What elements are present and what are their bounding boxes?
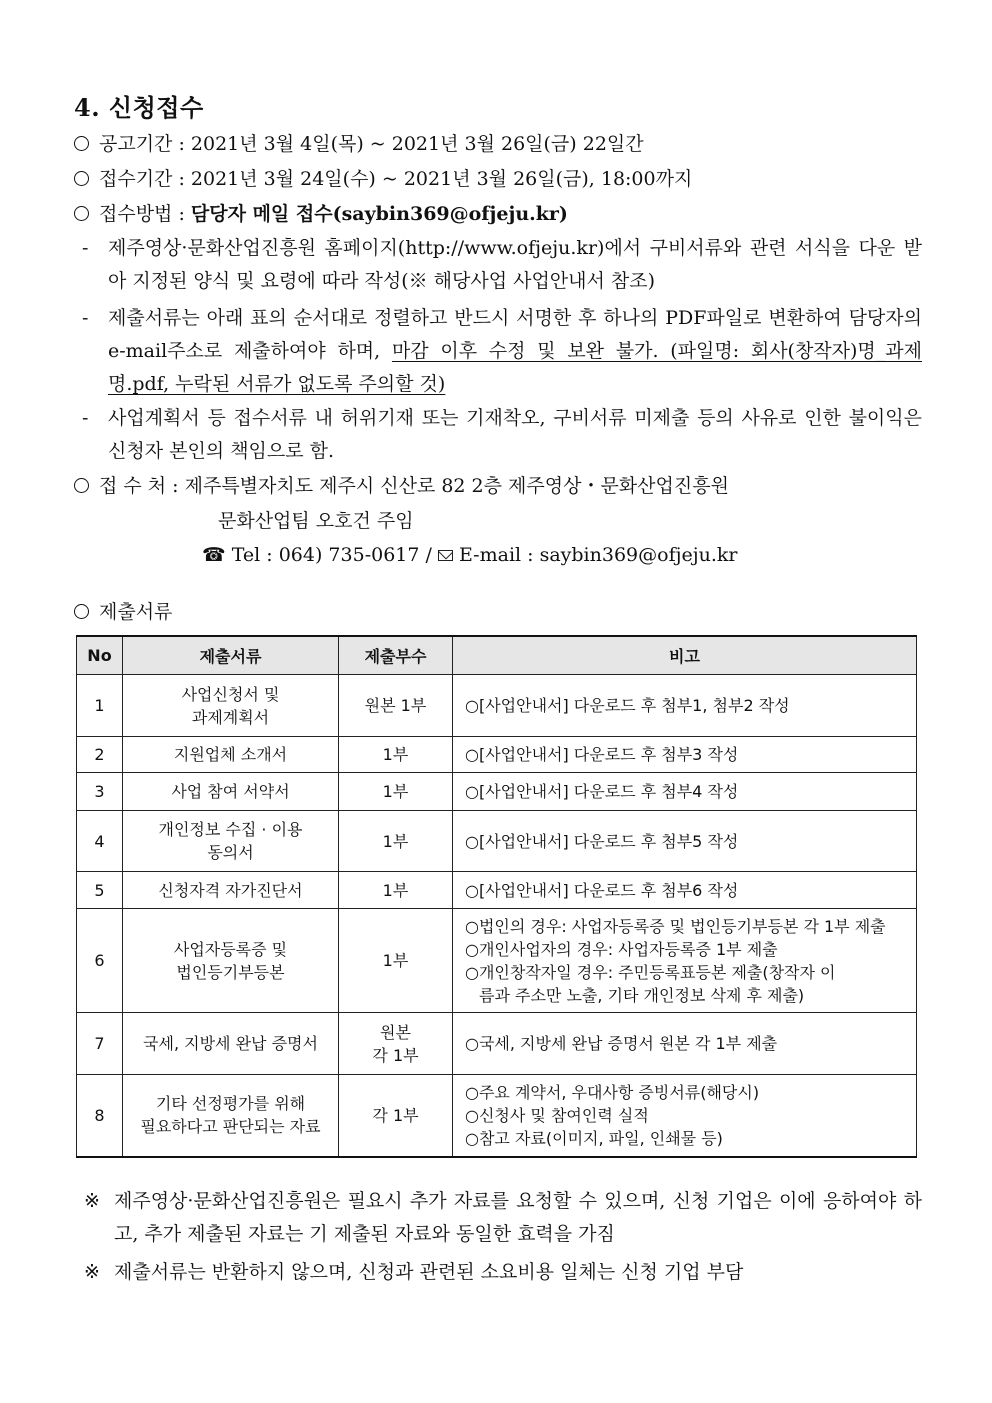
method-value: 담당자 메일 접수(saybin369@ofjeju.kr) <box>190 203 568 225</box>
documents-heading: 제출서류 <box>74 597 172 627</box>
circle-bullet-icon <box>74 171 89 186</box>
circle-bullet-icon <box>74 136 89 151</box>
bullet-announce-period: 공고기간 : 2021년 3월 4일(목) ~ 2021년 3월 26일(금) 22일간 <box>74 129 644 159</box>
header-document: 제출서류 <box>123 636 339 675</box>
header-no: No <box>77 636 123 675</box>
header-copies: 제출부수 <box>339 636 453 675</box>
circle-bullet-icon <box>74 604 89 619</box>
email-address: E-mail : saybin369@ofjeju.kr <box>458 544 738 566</box>
reception-contact-person: 문화산업팀 오호건 주임 <box>218 510 414 532</box>
dash-item-homepage: - 제주영상·문화산업진흥원 홈페이지(http://www.ofjeju.kr)에서 구비서류와 관련 서식을 다운 받아 지정된 양식 및 요령에 따라 작성(※ 해당사업 사업안내서 참조) <box>82 237 922 292</box>
section-title: 4. 신청접수 <box>74 93 204 122</box>
header-remarks: 비고 <box>453 636 917 675</box>
table-row: 8 기타 선정평가를 위해 필요하다고 판단되는 자료 각 1부 ○주요 계약서, 우대사항 증빙서류(해당시) ○신청사 및 참여인력 실적 ○참고 자료(이미지, 파일, 인쇄물 등) <box>77 1075 917 1157</box>
table-row: 7 국세, 지방세 완납 증명서 원본 각 1부 ○국세, 지방세 완납 증명서 원본 각 1부 제출 <box>77 1013 917 1075</box>
reference-mark-icon: ※ <box>84 1261 100 1283</box>
table-header-row <box>77 636 917 675</box>
bullet-receive-method: 접수방법 : 담당자 메일 접수(saybin369@ofjeju.kr) <box>74 199 568 229</box>
documents-table <box>76 635 917 1158</box>
table-row: 5 신청자격 자가진단서 1부 ○[사업안내서] 다운로드 후 첨부6 작성 <box>77 872 917 909</box>
table-row: 6 사업자등록증 및 법인등기부등본 1부 ○법인의 경우: 사업자등록증 및 법인등기부등본 각 1부 제출 ○개인사업자의 경우: 사업자등록증 1부 제출 ○개인창작자일 경우: 주민등록표등본 제출(창작자 이 름과 주소만 노출, 기타 개인정보 삭제 후 제출) <box>77 909 917 1013</box>
reference-mark-icon: ※ <box>84 1190 100 1212</box>
footnote-additional-materials: ※ 제주영상·문화산업진흥원은 필요시 추가 자료를 요청할 수 있으며, 신청 기업은 이에 응하여야 하고, 추가 제출된 자료는 기 제출된 자료와 동일한 효력을 가짐 <box>84 1185 922 1251</box>
dash-item-responsibility: - 사업계획서 등 접수서류 내 허위기재 또는 기재착오, 구비서류 미제출 등의 사유로 인한 불이익은 신청자 본인의 책임으로 함. <box>82 407 922 462</box>
phone-icon: ☎ <box>202 544 226 566</box>
dash-item-submission: - 제출서류는 아래 표의 순서대로 정렬하고 반드시 서명한 후 하나의 PDF파일로 변환하여 담당자의 e-mail주소로 제출하여야 하며, 마감 이후 수정 및 보완 불가. (파일명: 회사(창작자)명_과제명.pdf, 누락된 서류가 없도록 주의할 것) <box>82 307 922 395</box>
circle-bullet-icon <box>74 206 89 221</box>
bullet-reception: 접 수 처 : 제주특별자치도 제주시 신산로 82 2층 제주영상・문화산업진흥원 <box>74 471 729 501</box>
deadline-warning: 마감 이후 수정 및 보완 불가. (파일명: 회사(창작자)명_과제명.pdf, 누락된 서류가 없도록 주의할 것) <box>108 340 922 395</box>
envelope-icon <box>438 550 453 561</box>
table-row: 3 사업 참여 서약서 1부 ○[사업안내서] 다운로드 후 첨부4 작성 <box>77 773 917 811</box>
table-row: 2 지원업체 소개서 1부 ○[사업안내서] 다운로드 후 첨부3 작성 <box>77 737 917 773</box>
reception-contact-line: ☎ Tel : 064) 735-0617 / E-mail : saybin369@ofjeju.kr <box>202 544 738 566</box>
footnote-no-return: ※ 제출서류는 반환하지 않으며, 신청과 관련된 소요비용 일체는 신청 기업 부담 <box>84 1256 922 1289</box>
table-row: 1 사업신청서 및 과제계획서 원본 1부 ○[사업안내서] 다운로드 후 첨부1, 첨부2 작성 <box>77 675 917 737</box>
bullet-receive-period: 접수기간 : 2021년 3월 24일(수) ~ 2021년 3월 26일(금), 18:00까지 <box>74 164 692 194</box>
table-row: 4 개인정보 수집 · 이용 동의서 1부 ○[사업안내서] 다운로드 후 첨부5 작성 <box>77 811 917 872</box>
circle-bullet-icon <box>74 478 89 493</box>
